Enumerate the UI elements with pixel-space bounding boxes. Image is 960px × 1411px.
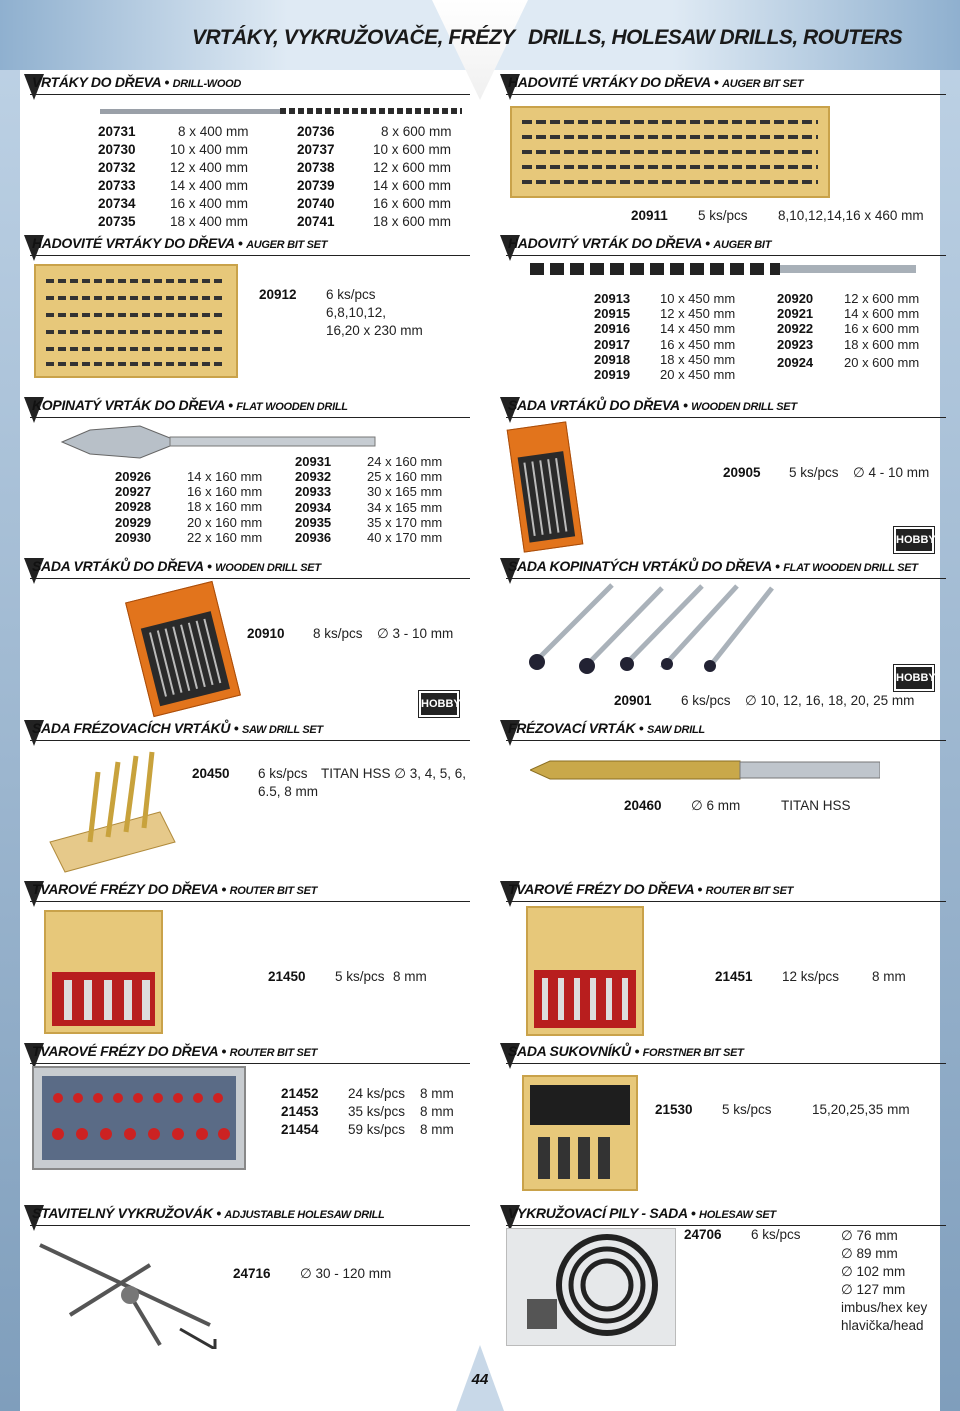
section-subtitle: FORSTNER BIT SET (642, 1047, 744, 1059)
flat-drills-photo (512, 580, 782, 680)
product-size: 8 mm (872, 969, 906, 984)
product-size: 14 x 160 mm (187, 469, 263, 484)
product-code: 20912 (259, 287, 297, 302)
product-size: 15,20,25,35 mm (812, 1102, 910, 1117)
product-code: 20733 (98, 178, 136, 193)
product-code: 20929 (115, 514, 152, 530)
product-code: 20927 (115, 484, 152, 500)
product-size: 6.5, 8 mm (258, 784, 319, 799)
section-holesaw-set: VYKRUŽOVACÍ PILY - SADA • HOLESAW SET (506, 1205, 946, 1226)
product-code: 21453 (281, 1104, 319, 1119)
drill-bit-photo (100, 103, 462, 119)
section-subtitle: WOODEN DRILL SET (215, 562, 321, 574)
product-code: 20928 (115, 499, 152, 515)
product-code: 20933 (295, 484, 332, 500)
auger-bit-photo (530, 258, 916, 280)
product-code: 20923 (777, 336, 814, 352)
adjustable-holesaw-photo (30, 1225, 220, 1349)
product-code: 20911 (631, 208, 668, 223)
product-qty: 6 ks/pcs (326, 287, 376, 302)
product-size: 16 x 160 mm (187, 484, 263, 500)
section-title: STAVITELNÝ VYKRUŽOVÁK (32, 1205, 213, 1221)
product-code: 20740 (297, 196, 335, 211)
code-list (115, 469, 151, 545)
code-list (297, 123, 335, 231)
section-wooden-drill-set-right: SADA VRTÁKŮ DO DŘEVA • WOODEN DRILL SET (506, 397, 946, 418)
right-page-border (940, 0, 960, 1411)
product-code: 20922 (777, 321, 814, 337)
product-code: 24716 (233, 1266, 271, 1281)
product-code: 20926 (115, 469, 152, 484)
section-router-bit-set-left: TVAROVÉ FRÉZY DO DŘEVA • ROUTER BIT SET (30, 881, 470, 902)
hobby-badge: HOBBY (894, 665, 934, 691)
section-forstner-bit-set: SADA SUKOVNÍKŮ • FORSTNER BIT SET (506, 1043, 946, 1064)
product-size: 40 x 170 mm (367, 529, 443, 545)
product-code: 20924 (777, 354, 814, 370)
product-size: 12 x 600 mm (844, 291, 920, 306)
product-code: 20935 (295, 514, 332, 530)
section-title: TVAROVÉ FRÉZY DO DŘEVA (32, 881, 218, 897)
product-size: 34 x 165 mm (367, 499, 443, 515)
section-router-bit-set-right: TVAROVÉ FRÉZY DO DŘEVA • ROUTER BIT SET (506, 881, 946, 902)
saw-drill-set-photo (40, 742, 180, 874)
product-qty: 59 ks/pcs (348, 1122, 406, 1137)
size-list (841, 1227, 927, 1335)
section-drill-wood: VRTÁKY DO DŘEVA • DRILL-WOOD (30, 74, 470, 95)
holesaw-set-photo (506, 1228, 676, 1346)
product-size: 8 mm (393, 969, 427, 984)
section-title: VYKRUŽOVACÍ PILY - SADA (508, 1205, 688, 1221)
section-subtitle: WOODEN DRILL SET (691, 401, 797, 413)
section-title: SADA VRTÁKŮ DO DŘEVA (32, 558, 204, 574)
product-code: 21452 (281, 1086, 319, 1101)
product-code: 24706 (684, 1227, 722, 1242)
product-size: 16 x 450 mm (660, 336, 736, 352)
product-size: imbus/hex key (841, 1300, 928, 1315)
product-size: 35 x 170 mm (367, 514, 443, 530)
code-list (98, 123, 136, 231)
heading-left: VRTÁKY, VYKRUŽOVAČE, FRÉZY (192, 26, 515, 49)
product-size: ∅ 10, 12, 16, 18, 20, 25 mm (745, 693, 915, 708)
product-size: 22 x 160 mm (187, 529, 263, 545)
product-size: 10 x 600 mm (373, 142, 452, 157)
section-auger-bit-set-right: HADOVITÉ VRTÁKY DO DŘEVA • AUGER BIT SET (506, 74, 946, 95)
product-qty: 6 ks/pcs (681, 693, 731, 708)
product-qty: 5 ks/pcs (335, 969, 385, 984)
section-title: HADOVITÝ VRTÁK DO DŘEVA (508, 235, 702, 251)
product-qty: 5 ks/pcs (722, 1102, 772, 1117)
size-list (373, 123, 452, 231)
section-title: KOPINATÝ VRTÁK DO DŘEVA (32, 397, 225, 413)
product-code: 20734 (98, 196, 136, 211)
heading-right: DRILLS, HOLESAW DRILLS, ROUTERS (528, 26, 903, 49)
auger-set-box-photo (510, 106, 830, 198)
forstner-box-photo (522, 1075, 638, 1191)
product-size: 20 x 450 mm (660, 366, 736, 382)
product-size: 12 x 400 mm (170, 160, 249, 175)
product-code: 20915 (594, 306, 631, 322)
section-title: VRTÁKY DO DŘEVA (32, 74, 161, 90)
saw-drill-photo (530, 755, 880, 785)
section-adjustable-holesaw: STAVITELNÝ VYKRUŽOVÁK • ADJUSTABLE HOLESAW DRILL (30, 1205, 470, 1226)
product-size: 30 x 165 mm (367, 484, 443, 500)
section-title: TVAROVÉ FRÉZY DO DŘEVA (508, 881, 694, 897)
section-title: SADA KOPINATÝCH VRTÁKŮ DO DŘEVA (508, 558, 772, 574)
product-code: 20737 (297, 142, 335, 157)
section-subtitle: AUGER BIT SET (722, 78, 804, 90)
product-size: 18 x 600 mm (373, 214, 452, 229)
product-size: 10 x 400 mm (170, 142, 249, 157)
section-router-bit-case: TVAROVÉ FRÉZY DO DŘEVA • ROUTER BIT SET (30, 1043, 470, 1064)
product-size: TITAN HSS ∅ 3, 4, 5, 6, (321, 766, 467, 781)
product-code: 20731 (98, 124, 136, 139)
product-code: 20917 (594, 336, 631, 352)
product-qty: 6 ks/pcs (258, 766, 308, 781)
section-subtitle: ROUTER BIT SET (229, 885, 318, 897)
section-wooden-drill-set-left: SADA VRTÁKŮ DO DŘEVA • WOODEN DRILL SET (30, 558, 470, 579)
product-code: 20730 (98, 142, 136, 157)
product-size: 16 x 600 mm (373, 196, 452, 211)
product-size: 8,10,12,14,16 x 460 mm (778, 208, 924, 223)
size-list (170, 123, 249, 231)
product-code: 20920 (777, 291, 814, 306)
product-size: 14 x 600 mm (844, 306, 920, 322)
section-subtitle: ROUTER BIT SET (705, 885, 794, 897)
product-qty: 35 ks/pcs (348, 1104, 406, 1119)
product-size: 14 x 400 mm (170, 178, 249, 193)
product-size: hlavička/head (841, 1318, 924, 1333)
product-size: 8 x 600 mm (381, 124, 452, 139)
product-size: 12 x 450 mm (660, 306, 736, 322)
section-title: SADA FRÉZOVACÍCH VRTÁKŮ (32, 720, 231, 736)
section-subtitle: AUGER BIT (713, 239, 772, 251)
product-code: 20910 (247, 626, 285, 641)
drill-set-pack-photo (507, 421, 584, 552)
section-title: SADA SUKOVNÍKŮ (508, 1043, 631, 1059)
product-size: 12 x 600 mm (373, 160, 452, 175)
product-qty: 12 ks/pcs (782, 969, 840, 984)
section-subtitle: SAW DRILL SET (241, 724, 323, 736)
code-list (594, 291, 630, 382)
section-saw-drill: FRÉZOVACÍ VRTÁK • SAW DRILL (506, 720, 946, 741)
product-code: 20921 (777, 306, 814, 322)
product-size: 25 x 160 mm (367, 469, 443, 485)
section-subtitle: ADJUSTABLE HOLESAW DRILL (224, 1209, 385, 1221)
product-size: 14 x 450 mm (660, 321, 736, 337)
product-code: 21451 (715, 969, 753, 984)
product-size: 16 x 600 mm (844, 321, 920, 337)
left-page-border (0, 0, 20, 1411)
product-size: ∅ 102 mm (841, 1264, 906, 1279)
product-code: 20460 (624, 798, 662, 813)
product-code: 20735 (98, 214, 136, 229)
size-list (420, 1085, 454, 1139)
product-size: 14 x 600 mm (373, 178, 452, 193)
product-code: 20905 (723, 465, 761, 480)
product-code: 20931 (295, 454, 332, 469)
section-flat-wooden-drill-set: SADA KOPINATÝCH VRTÁKŮ DO DŘEVA • FLAT WOODEN DRILL SET (506, 558, 946, 579)
product-size: 20 x 160 mm (187, 514, 263, 530)
hobby-badge: HOBBY (419, 691, 459, 717)
product-code: 21450 (268, 969, 306, 984)
section-title: FRÉZOVACÍ VRTÁK (508, 720, 636, 736)
product-size: 24 x 160 mm (367, 454, 443, 469)
code-list (777, 291, 813, 370)
product-size: 6,8,10,12, (326, 305, 387, 320)
product-size: ∅ 3 - 10 mm (377, 626, 454, 641)
product-size: 18 x 160 mm (187, 499, 263, 515)
product-code: 20901 (614, 693, 652, 708)
product-size: 16 x 400 mm (170, 196, 249, 211)
product-code: 20936 (295, 529, 332, 545)
router-bit-case-photo (32, 1066, 246, 1170)
product-code: 20930 (115, 529, 152, 545)
section-subtitle: DRILL-WOOD (172, 78, 242, 90)
section-subtitle: FLAT WOODEN DRILL SET (783, 562, 918, 574)
product-qty: 5 ks/pcs (698, 208, 748, 223)
product-size: 8 mm (420, 1104, 454, 1119)
router-bit-box-photo (44, 910, 163, 1034)
size-list (367, 454, 442, 545)
product-size: 18 x 400 mm (170, 214, 249, 229)
product-code: 20739 (297, 178, 335, 193)
product-material: TITAN HSS (781, 798, 851, 813)
product-size: ∅ 89 mm (841, 1246, 898, 1261)
product-code: 20450 (192, 766, 230, 781)
product-qty: 6 ks/pcs (751, 1227, 801, 1242)
product-size: 18 x 450 mm (660, 351, 736, 367)
product-size: 8 mm (420, 1122, 454, 1137)
size-list (660, 291, 735, 382)
product-code: 20934 (295, 499, 332, 515)
section-title: HADOVITÉ VRTÁKY DO DŘEVA (508, 74, 711, 90)
size-list (187, 469, 262, 545)
product-code: 20932 (295, 469, 332, 485)
product-code: 21454 (281, 1122, 319, 1137)
product-code: 21530 (655, 1102, 693, 1117)
product-qty: 8 ks/pcs (313, 626, 363, 641)
section-title: SADA VRTÁKŮ DO DŘEVA (508, 397, 680, 413)
section-subtitle: HOLESAW SET (699, 1209, 776, 1221)
section-flat-wooden-drill: KOPINATÝ VRTÁK DO DŘEVA • FLAT WOODEN DRILL (30, 397, 470, 418)
section-subtitle: FLAT WOODEN DRILL (236, 401, 348, 413)
section-auger-bit: HADOVITÝ VRTÁK DO DŘEVA • AUGER BIT (506, 235, 946, 256)
section-title: TVAROVÉ FRÉZY DO DŘEVA (32, 1043, 218, 1059)
product-code: 20741 (297, 214, 335, 229)
section-subtitle: AUGER BIT SET (246, 239, 328, 251)
flat-drill-photo (60, 420, 380, 464)
product-size: ∅ 6 mm (691, 798, 741, 813)
section-title: HADOVITÉ VRTÁKY DO DŘEVA (32, 235, 235, 251)
product-size: 8 mm (420, 1086, 454, 1101)
router-bit-box-photo (526, 906, 644, 1036)
product-code: 20916 (594, 321, 631, 337)
product-code: 20736 (297, 124, 335, 139)
drill-set-pack-photo (125, 581, 241, 717)
product-code: 20919 (594, 366, 631, 382)
section-subtitle: SAW DRILL (647, 724, 705, 736)
product-size: 20 x 600 mm (844, 354, 920, 370)
code-list (281, 1085, 319, 1139)
product-size: 10 x 450 mm (660, 291, 736, 306)
page-number: 44 (471, 1371, 489, 1388)
product-qty: 24 ks/pcs (348, 1086, 406, 1101)
code-list (295, 454, 331, 545)
section-subtitle: ROUTER BIT SET (229, 1047, 318, 1059)
product-size: 18 x 600 mm (844, 336, 920, 352)
product-size: ∅ 4 - 10 mm (853, 465, 930, 480)
product-code: 20918 (594, 351, 631, 367)
product-size: ∅ 127 mm (841, 1282, 906, 1297)
qty-list (348, 1085, 405, 1139)
product-code: 20913 (594, 291, 631, 306)
product-size: ∅ 76 mm (841, 1228, 898, 1243)
product-code: 20732 (98, 160, 136, 175)
hobby-badge: HOBBY (894, 527, 934, 553)
section-auger-bit-set-left: HADOVITÉ VRTÁKY DO DŘEVA • AUGER BIT SET (30, 235, 470, 256)
product-qty: 5 ks/pcs (789, 465, 839, 480)
product-size: ∅ 30 - 120 mm (300, 1266, 392, 1281)
product-size: 8 x 400 mm (178, 124, 249, 139)
product-size: 16,20 x 230 mm (326, 323, 423, 338)
auger-set-box-photo (34, 264, 238, 378)
section-saw-drill-set: SADA FRÉZOVACÍCH VRTÁKŮ • SAW DRILL SET (30, 720, 470, 741)
size-list (844, 291, 919, 370)
product-code: 20738 (297, 160, 335, 175)
